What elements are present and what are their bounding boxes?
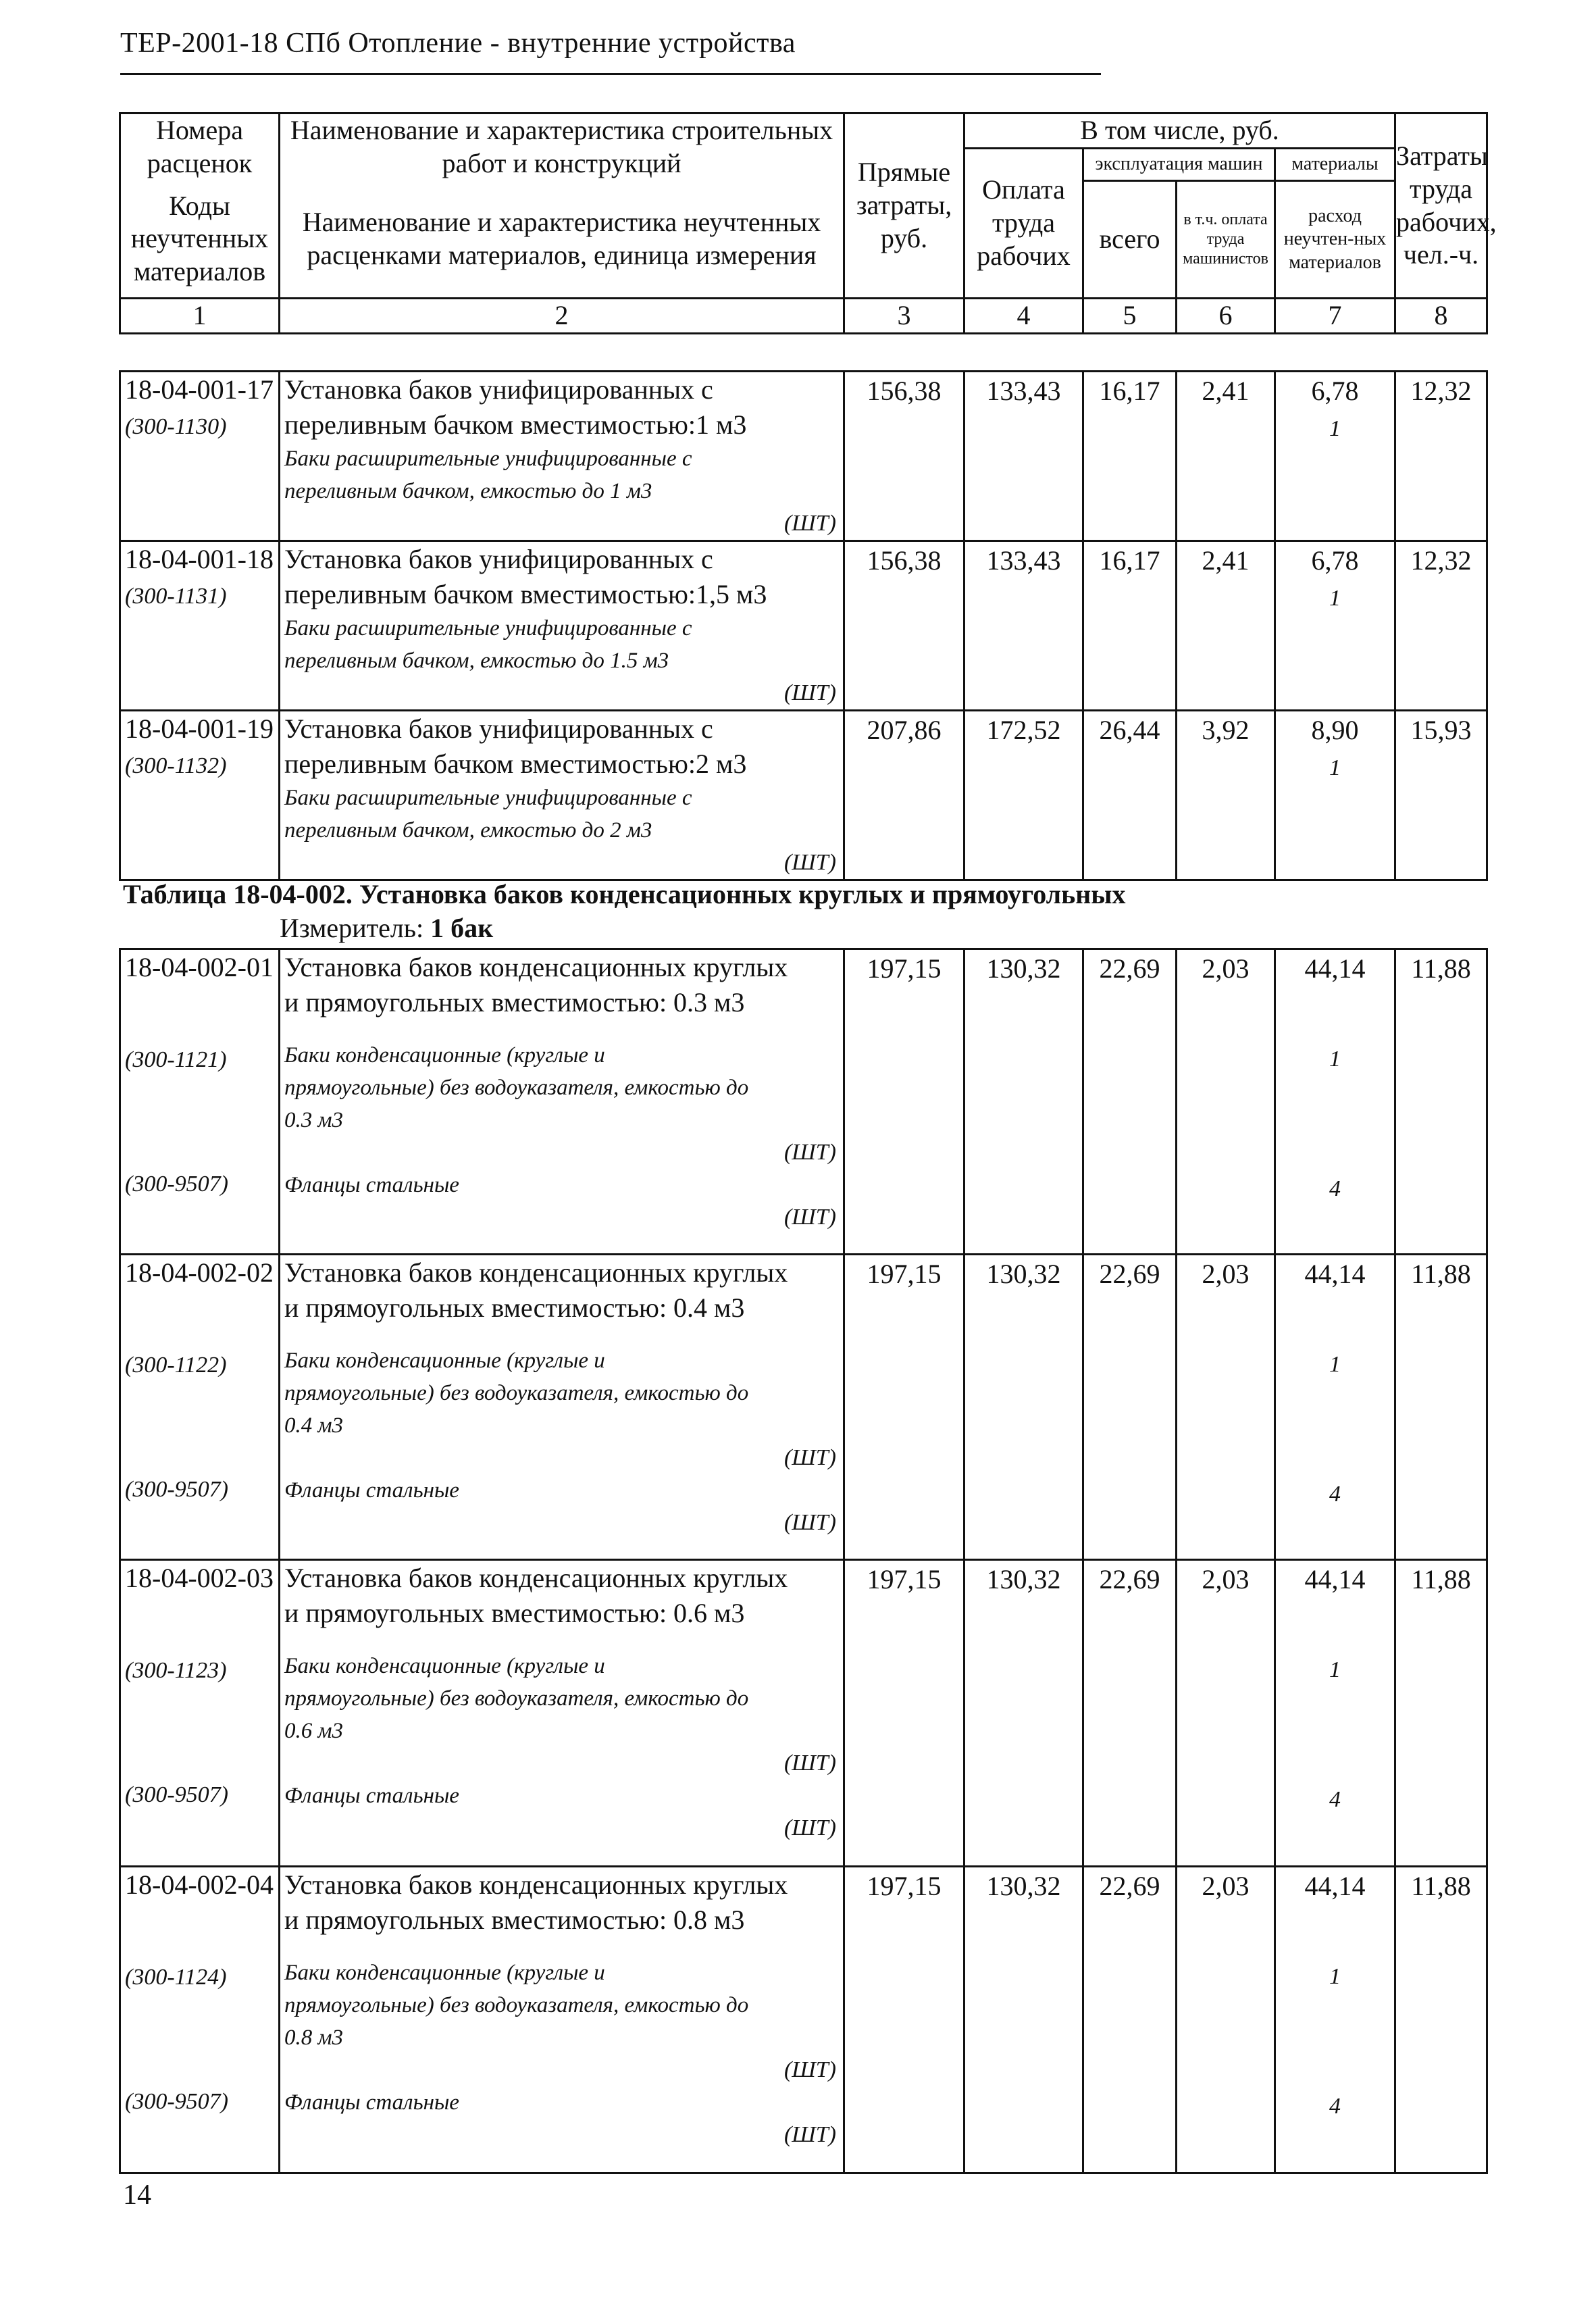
labor-pay: 133,43 bbox=[964, 372, 1083, 541]
material-code: (300-1122) bbox=[125, 1353, 227, 1378]
machinists-pay: 2,03 bbox=[1177, 1255, 1275, 1560]
material-qty: 1 bbox=[1329, 755, 1341, 780]
rate-name-line: переливным бачком вместимостью:1 м3 bbox=[284, 409, 747, 440]
material-code: (300-9507) bbox=[125, 1172, 228, 1197]
labor-hours: 11,88 bbox=[1395, 949, 1487, 1255]
rate-code-cell bbox=[120, 1867, 280, 2173]
material-name-line: прямоугольные) без водоуказателя, емкостью до bbox=[284, 1686, 749, 1711]
rate-name-cell bbox=[280, 541, 844, 711]
rate-code-cell bbox=[120, 949, 280, 1255]
labor-pay: 130,32 bbox=[964, 1560, 1083, 1867]
header-work-name: Наименование и характеристика строительных работ и конструкций bbox=[280, 114, 844, 181]
header-rate-numbers: Номера расценок bbox=[120, 114, 280, 181]
direct-costs: 156,38 bbox=[844, 372, 964, 541]
material-code: (300-9507) bbox=[125, 1477, 228, 1502]
direct-costs: 207,86 bbox=[844, 711, 964, 880]
table-row bbox=[120, 372, 1487, 541]
labor-pay: 133,43 bbox=[964, 541, 1083, 711]
materials-cell bbox=[1275, 711, 1395, 880]
rate-code: 18-04-002-04 bbox=[125, 1869, 274, 1900]
material-name-line: переливным бачком, емкостью до 1.5 м3 bbox=[284, 649, 669, 673]
header-num-4: 4 bbox=[964, 299, 1083, 334]
machines-total: 22,69 bbox=[1083, 1255, 1177, 1560]
machines-total: 22,69 bbox=[1083, 949, 1177, 1255]
header-num-5: 5 bbox=[1083, 299, 1177, 334]
material-qty: 1 bbox=[1329, 1657, 1341, 1682]
material-code: (300-9507) bbox=[125, 2089, 228, 2114]
table-title: Таблица 18-04-002. Установка баков конденсационных круглых и прямоугольных bbox=[123, 879, 1126, 909]
machines-total: 22,69 bbox=[1083, 1867, 1177, 2173]
rate-code-cell bbox=[120, 1255, 280, 1560]
material-name-line: 0.8 м3 bbox=[284, 2026, 344, 2050]
rate-name-cell bbox=[280, 949, 844, 1255]
material-name-line: прямоугольные) без водоуказателя, емкостью до bbox=[284, 1993, 749, 2017]
rate-code: 18-04-002-03 bbox=[125, 1563, 274, 1593]
materials-cell bbox=[1275, 1560, 1395, 1867]
machines-total: 16,17 bbox=[1083, 372, 1177, 541]
material-name-line: 0.6 м3 bbox=[284, 1719, 344, 1743]
labor-pay: 130,32 bbox=[964, 1255, 1083, 1560]
rate-name-cell bbox=[280, 1867, 844, 2173]
rate-name-line: Установка баков унифицированных с bbox=[284, 544, 713, 574]
machinists-pay: 2,41 bbox=[1177, 372, 1275, 541]
rate-name-line: Установка баков конденсационных круглых bbox=[284, 1257, 788, 1288]
rate-name-line: Установка баков конденсационных круглых bbox=[284, 952, 788, 982]
rate-name-line: и прямоугольных вместимостью: 0.3 м3 bbox=[284, 987, 745, 1017]
material-name-line: переливным бачком, емкостью до 1 м3 bbox=[284, 479, 652, 503]
rate-name-line: переливным бачком вместимостью:1,5 м3 bbox=[284, 579, 767, 609]
materials-cost: 44,14 bbox=[1304, 1259, 1366, 1289]
header-unaccounted-materials: расход неучтен-ных материалов bbox=[1275, 181, 1395, 299]
rate-name-line: Установка баков унифицированных с bbox=[284, 374, 713, 405]
material-code: (300-1132) bbox=[125, 753, 227, 778]
material-unit: (ШТ) bbox=[783, 1205, 836, 1230]
rate-code: 18-04-001-17 bbox=[125, 374, 274, 405]
rate-name-line: Установка баков конденсационных круглых bbox=[284, 1869, 788, 1900]
machinists-pay: 3,92 bbox=[1177, 711, 1275, 880]
header-material-name: Наименование и характеристика неучтенных расценками материалов, единица измерения bbox=[280, 181, 844, 299]
direct-costs: 197,15 bbox=[844, 1255, 964, 1560]
material-unit: (ШТ) bbox=[783, 680, 836, 705]
meter-label: Измеритель: bbox=[280, 913, 424, 943]
material-code: (300-1123) bbox=[125, 1658, 227, 1683]
materials-cell bbox=[1275, 949, 1395, 1255]
material-name-line: Баки расширительные унифицированные с bbox=[284, 786, 692, 810]
running-head-rule bbox=[120, 73, 1101, 75]
header-table bbox=[119, 112, 1497, 334]
rate-name-line: Установка баков унифицированных с bbox=[284, 713, 713, 744]
material-qty: 4 bbox=[1329, 2094, 1341, 2119]
direct-costs: 197,15 bbox=[844, 1560, 964, 1867]
material-unit: (ШТ) bbox=[783, 1445, 836, 1470]
header-num-3: 3 bbox=[844, 299, 964, 334]
material-qty: 4 bbox=[1329, 1482, 1341, 1507]
materials-cost: 6,78 bbox=[1311, 545, 1359, 576]
rate-code-cell bbox=[120, 711, 280, 880]
material-unit: (ШТ) bbox=[783, 2122, 836, 2147]
rate-code: 18-04-001-19 bbox=[125, 713, 274, 744]
page-number: 14 bbox=[123, 2180, 151, 2211]
rate-code-cell bbox=[120, 1560, 280, 1867]
materials-cell bbox=[1275, 541, 1395, 711]
rates-table-18-04-002 bbox=[119, 948, 1488, 2174]
material-name-line: Баки конденсационные (круглые и bbox=[284, 1349, 605, 1373]
direct-costs: 197,15 bbox=[844, 1867, 964, 2173]
material-name-line: прямоугольные) без водоуказателя, емкостью до bbox=[284, 1076, 749, 1100]
rate-name-cell bbox=[280, 711, 844, 880]
rates-table-18-04-001 bbox=[119, 370, 1488, 881]
labor-pay: 130,32 bbox=[964, 949, 1083, 1255]
material-name-line: Баки конденсационные (круглые и bbox=[284, 1043, 605, 1067]
machinists-pay: 2,03 bbox=[1177, 1560, 1275, 1867]
table-row bbox=[120, 1255, 1487, 1560]
material-code: (300-1121) bbox=[125, 1047, 227, 1072]
rate-name-line: Установка баков конденсационных круглых bbox=[284, 1563, 788, 1593]
header-material-codes: Коды неучтенных материалов bbox=[120, 181, 280, 299]
machinists-pay: 2,03 bbox=[1177, 1867, 1275, 2173]
material-name-line: переливным бачком, емкостью до 2 м3 bbox=[284, 818, 652, 842]
header-direct-costs: Прямые затраты, руб. bbox=[844, 114, 964, 299]
rate-name-line: и прямоугольных вместимостью: 0.8 м3 bbox=[284, 1905, 745, 1935]
rate-name-line: переливным бачком вместимостью:2 м3 bbox=[284, 749, 747, 779]
labor-hours: 11,88 bbox=[1395, 1560, 1487, 1867]
header-labor-hours: Затраты труда рабочих, чел.-ч. bbox=[1395, 114, 1487, 299]
material-unit: (ШТ) bbox=[783, 1510, 836, 1535]
material-qty: 1 bbox=[1329, 416, 1341, 441]
materials-cost: 44,14 bbox=[1304, 1871, 1366, 1901]
table-row bbox=[120, 949, 1487, 1255]
rate-name-cell bbox=[280, 1560, 844, 1867]
labor-hours: 12,32 bbox=[1395, 372, 1487, 541]
rate-code-cell bbox=[120, 541, 280, 711]
material-qty: 1 bbox=[1329, 586, 1341, 611]
material-code: (300-1124) bbox=[125, 1965, 227, 1990]
header-num-6: 6 bbox=[1177, 299, 1275, 334]
header-machines-total: всего bbox=[1083, 181, 1177, 299]
labor-hours: 11,88 bbox=[1395, 1867, 1487, 2173]
machines-total: 16,17 bbox=[1083, 541, 1177, 711]
material-name-line: Баки конденсационные (круглые и bbox=[284, 1961, 605, 1985]
labor-pay: 172,52 bbox=[964, 711, 1083, 880]
labor-hours: 15,93 bbox=[1395, 711, 1487, 880]
labor-pay: 130,32 bbox=[964, 1867, 1083, 2173]
header-labor-pay: Оплата труда рабочих bbox=[964, 149, 1083, 299]
material-name-line: 0.4 м3 bbox=[284, 1413, 344, 1438]
materials-cell bbox=[1275, 1867, 1395, 2173]
header-num-8: 8 bbox=[1395, 299, 1487, 334]
table-row bbox=[120, 1867, 1487, 2173]
material-unit: (ШТ) bbox=[783, 1815, 836, 1840]
header-num-7: 7 bbox=[1275, 299, 1395, 334]
material-name-line: Баки конденсационные (круглые и bbox=[284, 1654, 605, 1678]
labor-hours: 11,88 bbox=[1395, 1255, 1487, 1560]
machines-total: 22,69 bbox=[1083, 1560, 1177, 1867]
material-name-line: Баки расширительные унифицированные с bbox=[284, 616, 692, 640]
material-unit: (ШТ) bbox=[783, 511, 836, 536]
meter-value: 1 бак bbox=[430, 913, 494, 943]
machines-total: 26,44 bbox=[1083, 711, 1177, 880]
material-code: (300-1131) bbox=[125, 584, 227, 609]
rate-name-line: и прямоугольных вместимостью: 0.4 м3 bbox=[284, 1292, 745, 1323]
material-unit: (ШТ) bbox=[783, 2057, 836, 2082]
header-num-1: 1 bbox=[120, 299, 280, 334]
material-name-line: Фланцы стальные bbox=[284, 1173, 459, 1197]
rate-code: 18-04-002-01 bbox=[125, 952, 274, 982]
table-row bbox=[120, 1560, 1487, 1867]
running-head: ТЕР-2001-18 СПб Отопление - внутренние устройства bbox=[120, 28, 796, 59]
materials-cell bbox=[1275, 1255, 1395, 1560]
table-row bbox=[120, 711, 1487, 880]
header-materials: материалы bbox=[1275, 149, 1395, 181]
material-unit: (ШТ) bbox=[783, 1751, 836, 1776]
material-qty: 4 bbox=[1329, 1787, 1341, 1812]
header-machines: эксплуатация машин bbox=[1083, 149, 1275, 181]
header-num-2: 2 bbox=[280, 299, 844, 334]
material-qty: 1 bbox=[1329, 1964, 1341, 1989]
material-name-line: Баки расширительные унифицированные с bbox=[284, 447, 692, 471]
direct-costs: 156,38 bbox=[844, 541, 964, 711]
material-unit: (ШТ) bbox=[783, 1140, 836, 1165]
material-qty: 1 bbox=[1329, 1047, 1341, 1072]
header-including-group: В том числе, руб. bbox=[964, 114, 1395, 149]
materials-cost: 44,14 bbox=[1304, 1564, 1366, 1594]
rate-name-cell bbox=[280, 372, 844, 541]
machinists-pay: 2,03 bbox=[1177, 949, 1275, 1255]
material-qty: 1 bbox=[1329, 1352, 1341, 1377]
material-qty: 4 bbox=[1329, 1176, 1341, 1201]
material-code: (300-1130) bbox=[125, 414, 227, 439]
table-row bbox=[120, 541, 1487, 711]
materials-cell bbox=[1275, 372, 1395, 541]
rate-name-line: и прямоугольных вместимостью: 0.6 м3 bbox=[284, 1598, 745, 1628]
rate-code-cell bbox=[120, 372, 280, 541]
materials-cost: 6,78 bbox=[1311, 376, 1359, 406]
material-code: (300-9507) bbox=[125, 1782, 228, 1807]
material-name-line: Фланцы стальные bbox=[284, 1478, 459, 1503]
materials-cost: 8,90 bbox=[1311, 715, 1359, 745]
meter-line bbox=[280, 912, 493, 944]
rate-code: 18-04-002-02 bbox=[125, 1257, 274, 1288]
header-machinists-pay: в т.ч. оплата труда машинистов bbox=[1177, 181, 1275, 299]
material-name-line: Фланцы стальные bbox=[284, 2090, 459, 2115]
direct-costs: 197,15 bbox=[844, 949, 964, 1255]
rate-code: 18-04-001-18 bbox=[125, 544, 274, 574]
labor-hours: 12,32 bbox=[1395, 541, 1487, 711]
material-name-line: Фланцы стальные bbox=[284, 1784, 459, 1808]
materials-cost: 44,14 bbox=[1304, 953, 1366, 984]
material-unit: (ШТ) bbox=[783, 850, 836, 875]
material-name-line: прямоугольные) без водоуказателя, емкостью до bbox=[284, 1381, 749, 1405]
rate-name-cell bbox=[280, 1255, 844, 1560]
material-name-line: 0.3 м3 bbox=[284, 1108, 344, 1132]
machinists-pay: 2,41 bbox=[1177, 541, 1275, 711]
